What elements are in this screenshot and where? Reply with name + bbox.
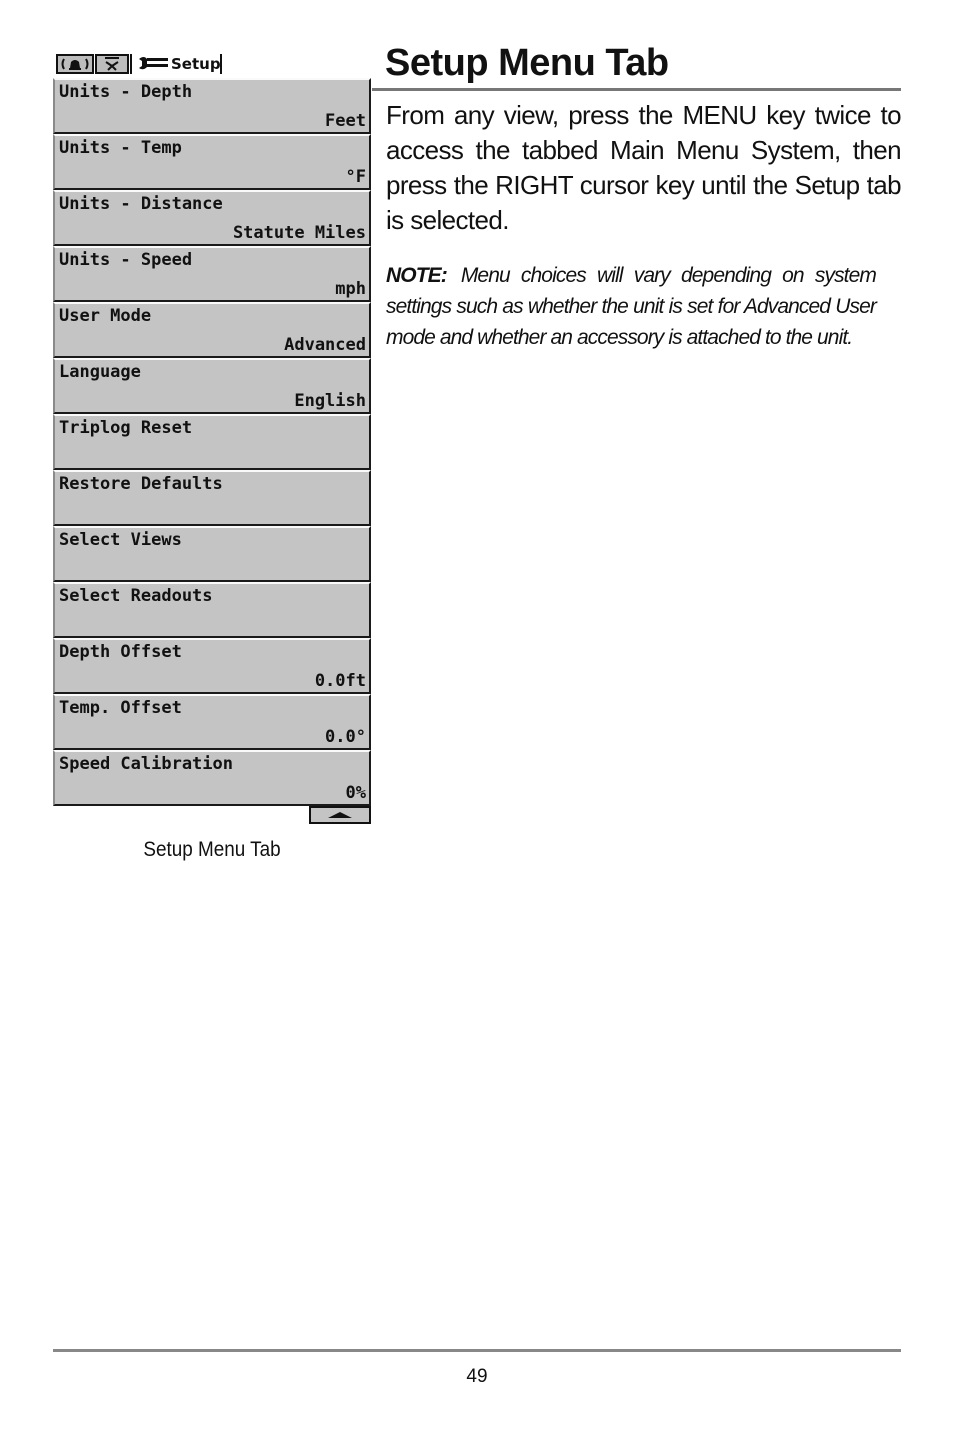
navigation-icon [102, 57, 122, 71]
menu-item-value: Statute Miles [232, 223, 366, 243]
footer-divider [53, 1349, 901, 1352]
menu-item-units-temp[interactable] [53, 134, 371, 190]
menu-item-value: English [294, 391, 366, 411]
menu-scroll-area [53, 806, 371, 824]
menu-item-label: Units - Speed [59, 250, 193, 270]
menu-item-depth-offset[interactable] [53, 638, 371, 694]
menu-item-select-readouts[interactable] [53, 582, 371, 638]
menu-item-user-mode[interactable] [53, 302, 371, 358]
page-number: 49 [466, 1366, 488, 1387]
menu-item-label: User Mode [59, 306, 152, 326]
menu-item-label: Units - Temp [59, 138, 182, 158]
tab-setup[interactable] [130, 54, 222, 74]
note-text: Menu choices will vary depending on system settings such as whether the unit is set for Advanced User mode and whether an accessory is attached to the unit. [386, 264, 876, 349]
menu-item-value: 0% [345, 783, 366, 803]
menu-item-temp-offset[interactable] [53, 694, 371, 750]
menu-item-triplog-reset[interactable] [53, 414, 371, 470]
menu-item-label: Temp. Offset [59, 698, 182, 718]
menu-item-label: Units - Distance [59, 194, 223, 214]
setup-menu-screenshot [53, 52, 371, 824]
note-label: NOTE: [386, 264, 447, 287]
menu-item-label: Restore Defaults [59, 474, 223, 494]
menu-item-value: mph [335, 279, 366, 299]
menu-item-speed-calibration[interactable] [53, 750, 371, 806]
menu-item-units-speed[interactable] [53, 246, 371, 302]
menu-item-value: 0.0ft [314, 671, 366, 691]
wrench-icon [138, 56, 168, 72]
menu-item-restore-defaults[interactable] [53, 470, 371, 526]
tab-setup-label: Setup [171, 55, 221, 73]
tab-navigation[interactable] [95, 54, 129, 74]
menu-item-value: °F [345, 167, 366, 187]
section-title: Setup Menu Tab [385, 42, 669, 84]
menu-list [53, 78, 371, 806]
menu-item-units-depth[interactable] [53, 78, 371, 134]
menu-item-value: Feet [325, 111, 366, 131]
body-paragraph: From any view, press the MENU key twice to access the tabbed Main Menu System, then press the RIGHT cursor key until the Setup tab is selected. [386, 100, 901, 235]
menu-item-value: Advanced [284, 335, 366, 355]
menu-tab-bar [53, 52, 371, 78]
menu-item-label: Language [59, 362, 141, 382]
menu-item-select-views[interactable] [53, 526, 371, 582]
menu-item-language[interactable] [53, 358, 371, 414]
note-paragraph [386, 260, 876, 353]
menu-item-label: Select Views [59, 530, 182, 550]
menu-item-label: Select Readouts [59, 586, 213, 606]
scroll-up-button[interactable] [309, 806, 371, 824]
menu-item-label: Depth Offset [59, 642, 182, 662]
menu-item-label: Triplog Reset [59, 418, 193, 438]
menu-item-value: 0.0° [325, 727, 366, 747]
title-divider [372, 88, 901, 91]
menu-item-units-distance[interactable] [53, 190, 371, 246]
figure-caption: Setup Menu Tab [143, 838, 281, 861]
menu-item-label: Units - Depth [59, 82, 193, 102]
sonar-alarm-icon [60, 57, 90, 71]
tab-sonar[interactable] [56, 54, 94, 74]
menu-item-label: Speed Calibration [59, 754, 233, 774]
scroll-up-icon [326, 806, 354, 824]
